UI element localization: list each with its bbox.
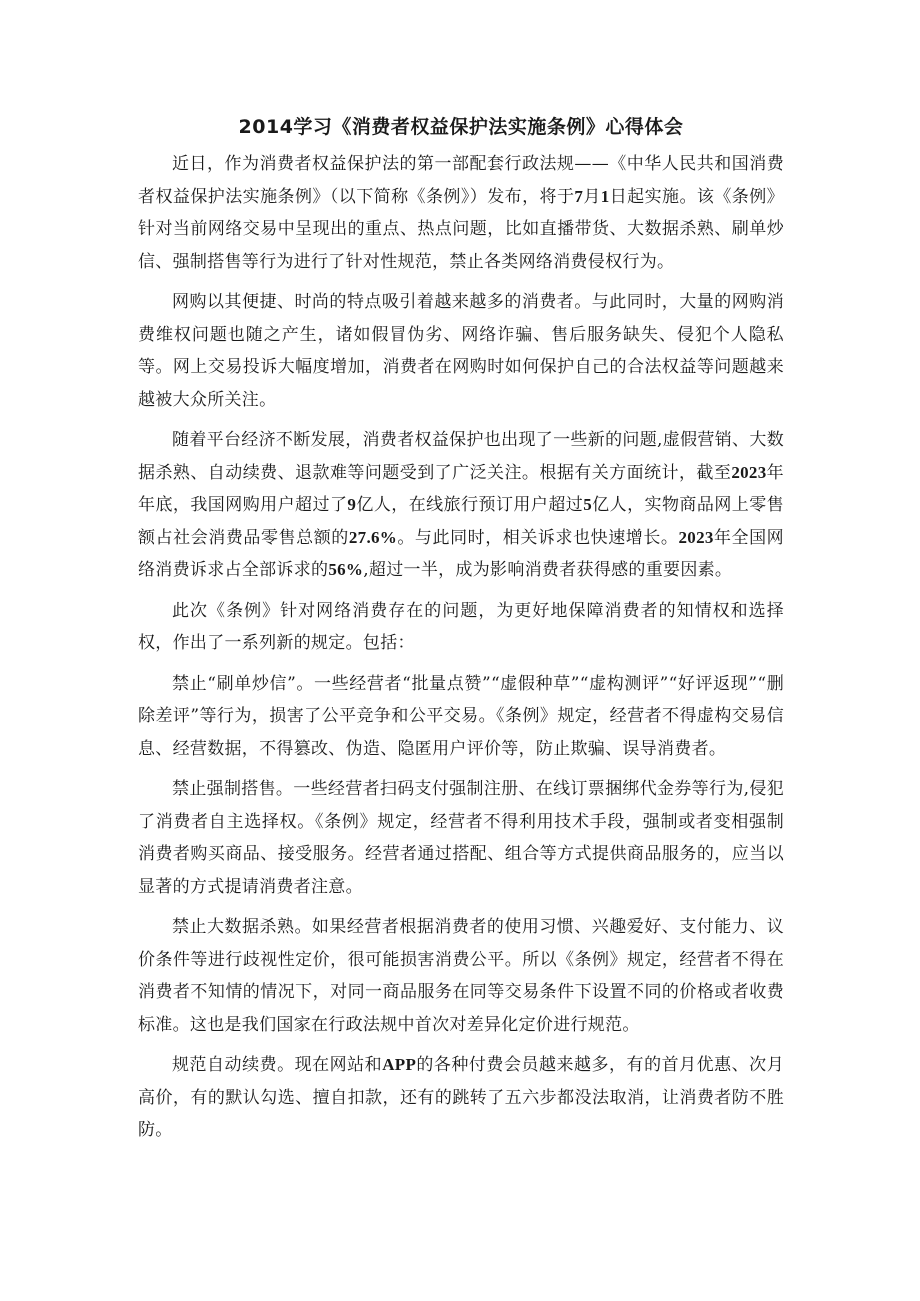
- paragraph-new-rules: 此次《条例》针对网络消费存在的问题，为更好地保障消费者的知情权和选择权，作出了一系列新的规定。包括：: [138, 600, 784, 653]
- paragraph-auto-renewal: 规范自动续费。现在网站和APP的各种付费会员越来越多，有的首月优惠、次月高价，有的默认勾选、擅自扣款，还有的跳转了五六步都没法取消，让消费者防不胜防。: [138, 1055, 784, 1140]
- paragraph-platform-economy: 随着平台经济不断发展，消费者权益保护也出现了一些新的问题,虚假营销、大数据杀熟、自动续费、退款难等问题受到了广泛关注。根据有关方面统计，截至2023年年底，我国网购用户超过了9亿人，在线旅行预订用户超过5亿人，实物商品网上零售额占社会消费品零售总额的27.6%。与此同时，相关诉求也快速增长。2023年全国网络消费诉求占全部诉求的56%,超过一半，成为影响消费者获得感的重要因素。: [138, 430, 784, 580]
- paragraph-online-shopping: 网购以其便捷、时尚的特点吸引着越来越多的消费者。与此同时，大量的网购消费维权问题也随之产生，诸如假冒伪劣、网络诈骗、售后服务缺失、侵犯个人隐私等。网上交易投诉大幅度增加，消费者在网购时如何保护自己的合法权益等问题越来越被大众所关注。: [138, 292, 784, 410]
- document-title: 2014学习《消费者权益保护法实施条例》心得体会: [238, 116, 684, 138]
- paragraph-price-discrimination: 禁止大数据杀熟。如果经营者根据消费者的使用习惯、兴趣爱好、支付能力、议价条件等进行歧视性定价，很可能损害消费公平。所以《条例》规定，经营者不得在消费者不知情的情况下，对同一商品服务在同等交易条件下设置不同的价格或者收费标准。这也是我们国家在行政法规中首次对差异化定价进行规范。: [138, 917, 784, 1035]
- paragraph-fake-reviews: 禁止“刷单炒信”。一些经营者“批量点赞”“虚假种草”“虚构测评”“好评返现”“删除差评”等行为，损害了公平竞争和公平交易。《条例》规定，经营者不得虚构交易信息、经营数据，不得篡改、伪造、隐匿用户评价等，防止欺骗、误导消费者。: [138, 673, 784, 759]
- document-page: [138, 112, 784, 1155]
- paragraph-forced-bundling: 禁止强制搭售。一些经营者扫码支付强制注册、在线订票捆绑代金券等行为,侵犯了消费者自主选择权。《条例》规定，经营者不得利用技术手段，强制或者变相强制消费者购买商品、接受服务。经营者通过搭配、组合等方式提供商品服务的，应当以显著的方式提请消费者注意。: [138, 779, 784, 897]
- paragraph-intro: 近日，作为消费者权益保护法的第一部配套行政法规——《中华人民共和国消费者权益保护法实施条例》（以下简称《条例》）发布，将于7月1日起实施。该《条例》针对当前网络交易中呈现出的重点、热点问题，比如直播带货、大数据杀熟、刷单炒信、强制搭售等行为进行了针对性规范，禁止各类网络消费侵权行为。: [138, 154, 784, 272]
